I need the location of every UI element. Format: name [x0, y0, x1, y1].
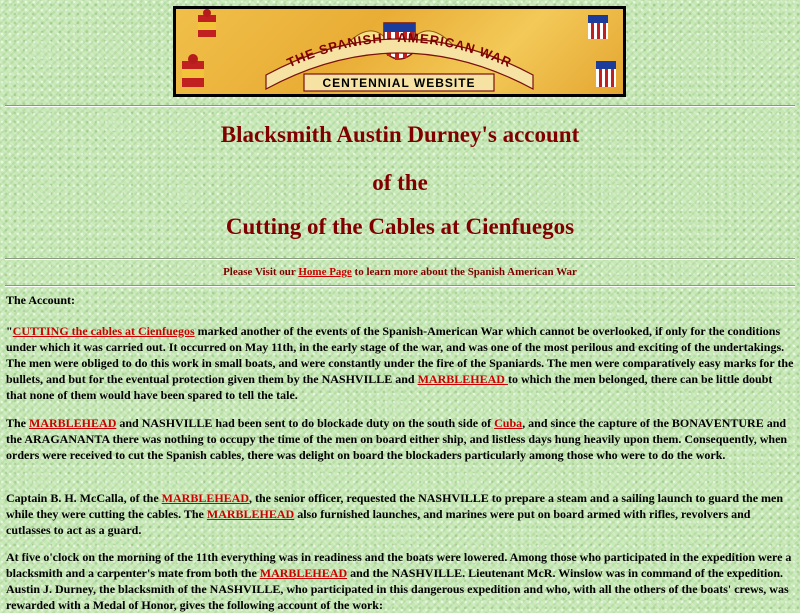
divider-middle [5, 258, 795, 260]
page-title-line-1: Blacksmith Austin Durney's account [220, 122, 580, 147]
cuba-link[interactable]: Cuba [494, 416, 523, 430]
paragraph-4-text-1: and the NASHVILLE. Lieutenant McR. Winslow was in command of the expedition. Austin J. Durney, the blacksmith of the NASHVILLE, who participated in this dangerous expedition and who, with all the others of the boats' crews, was rewarded with a Medal of Honor, gives the following account of the work: [6, 566, 789, 612]
page-title-line-2: of the [372, 170, 428, 195]
paragraph-4-text-0: At five o'clock on the morning of the 11th everything was in readiness and the boats were lowered. Among those who participated in the expedition were a blacksmith and a carpenter's mate from both the [6, 550, 792, 580]
paragraph-3-text-0: Captain B. H. McCalla, of the [6, 491, 162, 505]
paragraph-3-text-1: , the senior officer, requested the NASHVILLE to prepare a steam and a sailing launch to guard the men while they were cutting the cables. The [6, 491, 784, 521]
banner-top-text: THE SPANISH - AMERICAN WAR [284, 29, 515, 71]
visit-notice [0, 266, 800, 278]
paragraph-2-text-1: and NASHVILLE had been sent to do blockade duty on the south side of [116, 416, 495, 430]
visit-text-before: Please Visit our [223, 266, 299, 278]
paragraph-1-text-1: marked another of the events of the Spanish-American War which cannot be overlooked, if only for the conditions under which it was carried out. It occurred on May 11th, in the early stage of the war, and was one of the most perilous and exciting of the undertakings. The men were obliged to do this work in small boats, and were constantly under the fire of the Spaniards. The men were comparatively easy marks for the bullets, and but for the eventual protection given them by the NASHVILLE and [6, 324, 794, 386]
paragraph-2 [6, 415, 794, 463]
home-page-link[interactable]: Home Page [298, 266, 352, 278]
opening-quote: " [6, 324, 13, 338]
banner-bottom-text: CENTENNIAL WEBSITE [322, 76, 476, 90]
visit-text-after: to learn more about the Spanish American War [351, 266, 577, 278]
paragraph-2-text-2: , and since the capture of the BONAVENTURE and the ARAGANANTA there was nothing to occupy the time of the men on board either ship, and listless days hung heavily upon them. Consequently, when orders were received to cut the Spanish cables, there was delight on board the blockaders particularly among those who were to do the work. [6, 416, 788, 462]
divider-top [5, 105, 795, 107]
marblehead-link[interactable]: MARBLEHEAD [417, 372, 508, 386]
banner-artwork [176, 9, 623, 94]
paragraph-4 [6, 549, 794, 613]
centennial-banner [173, 6, 626, 97]
page-title-line-3: Cutting of the Cables at Cienfuegos [225, 214, 575, 239]
divider-bottom [5, 285, 795, 287]
marblehead-link[interactable]: MARBLEHEAD [161, 491, 250, 505]
cutting-cables-link[interactable]: CUTTING the cables at Cienfuegos [12, 324, 195, 338]
spanish-crest-icon [182, 9, 216, 87]
paragraph-2-text-0: The [6, 416, 30, 430]
paragraph-3-text-2: also furnished launches, and marines were put on board armed with rifles, revolvers and cutlasses to act as a guard. [6, 507, 751, 537]
account-heading: The Account: [6, 293, 75, 307]
paragraph-3 [6, 490, 794, 538]
marblehead-link[interactable]: MARBLEHEAD [29, 416, 117, 430]
marblehead-link[interactable]: MARBLEHEAD [259, 566, 348, 580]
paragraph-1-text-2: to which the men belonged, there can be little doubt that none of them would have been spared to tell the tale. [6, 372, 773, 402]
paragraph-1 [6, 323, 794, 403]
marblehead-link[interactable]: MARBLEHEAD [206, 507, 295, 521]
american-shield-icon [588, 15, 616, 87]
